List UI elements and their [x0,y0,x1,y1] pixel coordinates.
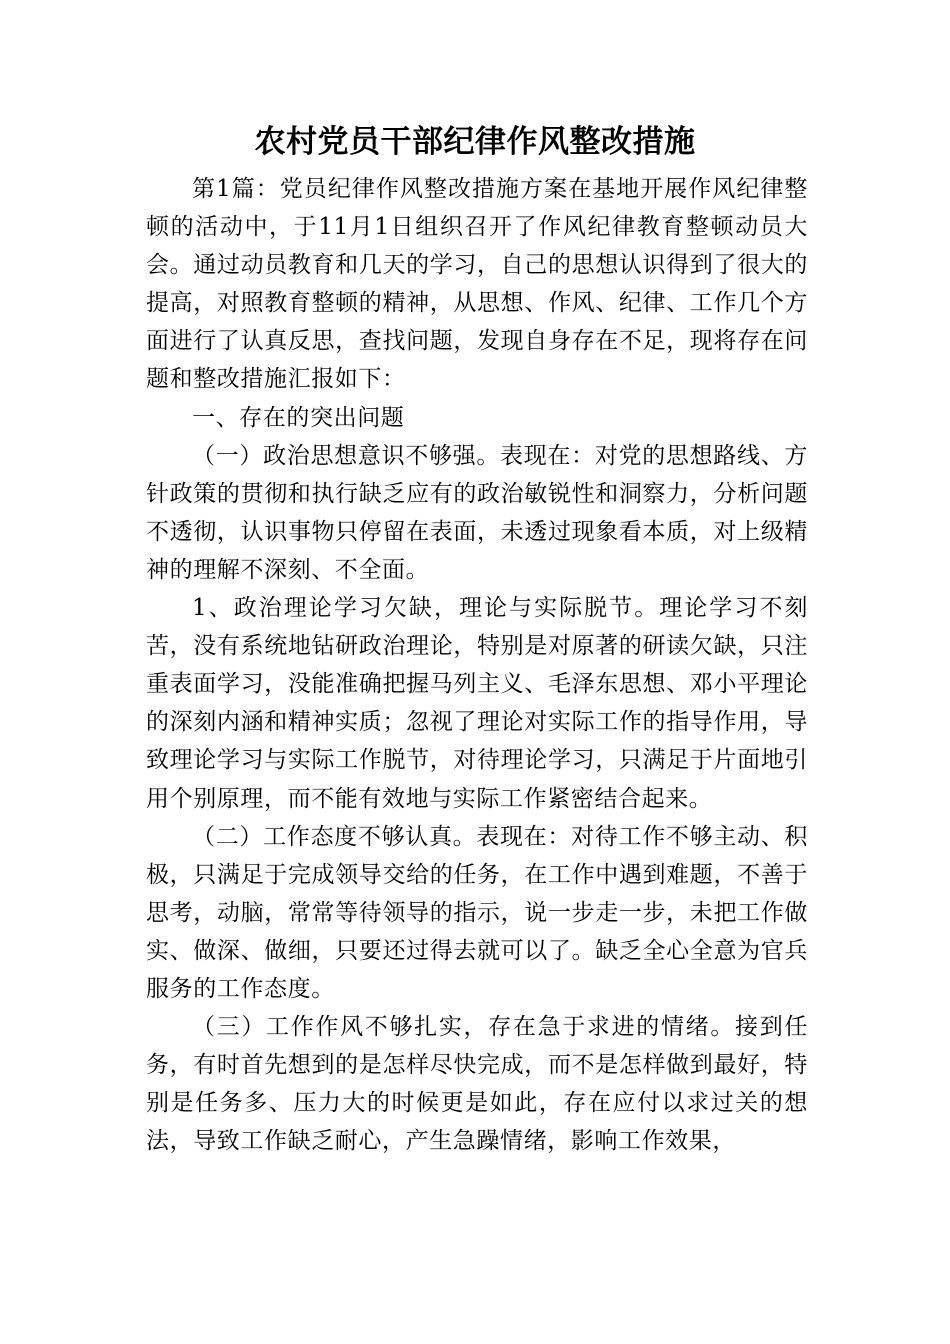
paragraph-issue-1: （一）政治思想意识不够强。表现在：对党的思想路线、方针政策的贯彻和执行缺乏应有的政治敏锐性和洞察力，分析问题不透彻，认识事物只停留在表面，未透过现象看本质，对上级精神的理解不深刻、不全面。 [146,442,808,583]
paragraph-issue-2: （二）工作态度不够认真。表现在：对待工作不够主动、积极，只满足于完成领导交给的任务，在工作中遇到难题，不善于思考，动脑，常常等待领导的指示，说一步走一步，未把工作做实、做深、做细，只要还过得去就可以了。缺乏全心全意为官兵服务的工作态度。 [146,823,808,1002]
paragraph-intro: 第1篇：党员纪律作风整改措施方案在基地开展作风纪律整顿的活动中，于11月1日组织召开了作风纪律教育整顿动员大会。通过动员教育和几天的学习，自己的思想认识得到了很大的提高，对照教育整顿的精神，从思想、作风、纪律、工作几个方面进行了认真反思，查找问题，发现自身存在不足，现将存在问题和整改措施汇报如下： [146,176,808,393]
paragraph-issue-3: （三）工作作风不够扎实，存在急于求进的情绪。接到任务，有时首先想到的是怎样尽快完成，而不是怎样做到最好，特别是任务多、压力大的时候更是如此，存在应付以求过关的想法，导致工作缺乏耐心，产生急躁情绪，影响工作效果， [146,1014,808,1155]
document-body [146,170,808,1160]
section-heading: 一、存在的突出问题 [192,404,405,431]
document-title: 农村党员干部纪律作风整改措施 [254,124,696,160]
paragraph-issue-1-detail: 1、政治理论学习欠缺，理论与实际脱节。理论学习不刻苦，没有系统地钻研政治理论，特别是对原著的研读欠缺，只注重表面学习，没能准确把握马列主义、毛泽东思想、邓小平理论的深刻内涵和精神实质；忽视了理论对实际工作的指导作用，导致理论学习与实际工作脱节，对待理论学习，只满足于片面地引用个别原理，而不能有效地与实际工作紧密结合起来。 [146,595,808,812]
